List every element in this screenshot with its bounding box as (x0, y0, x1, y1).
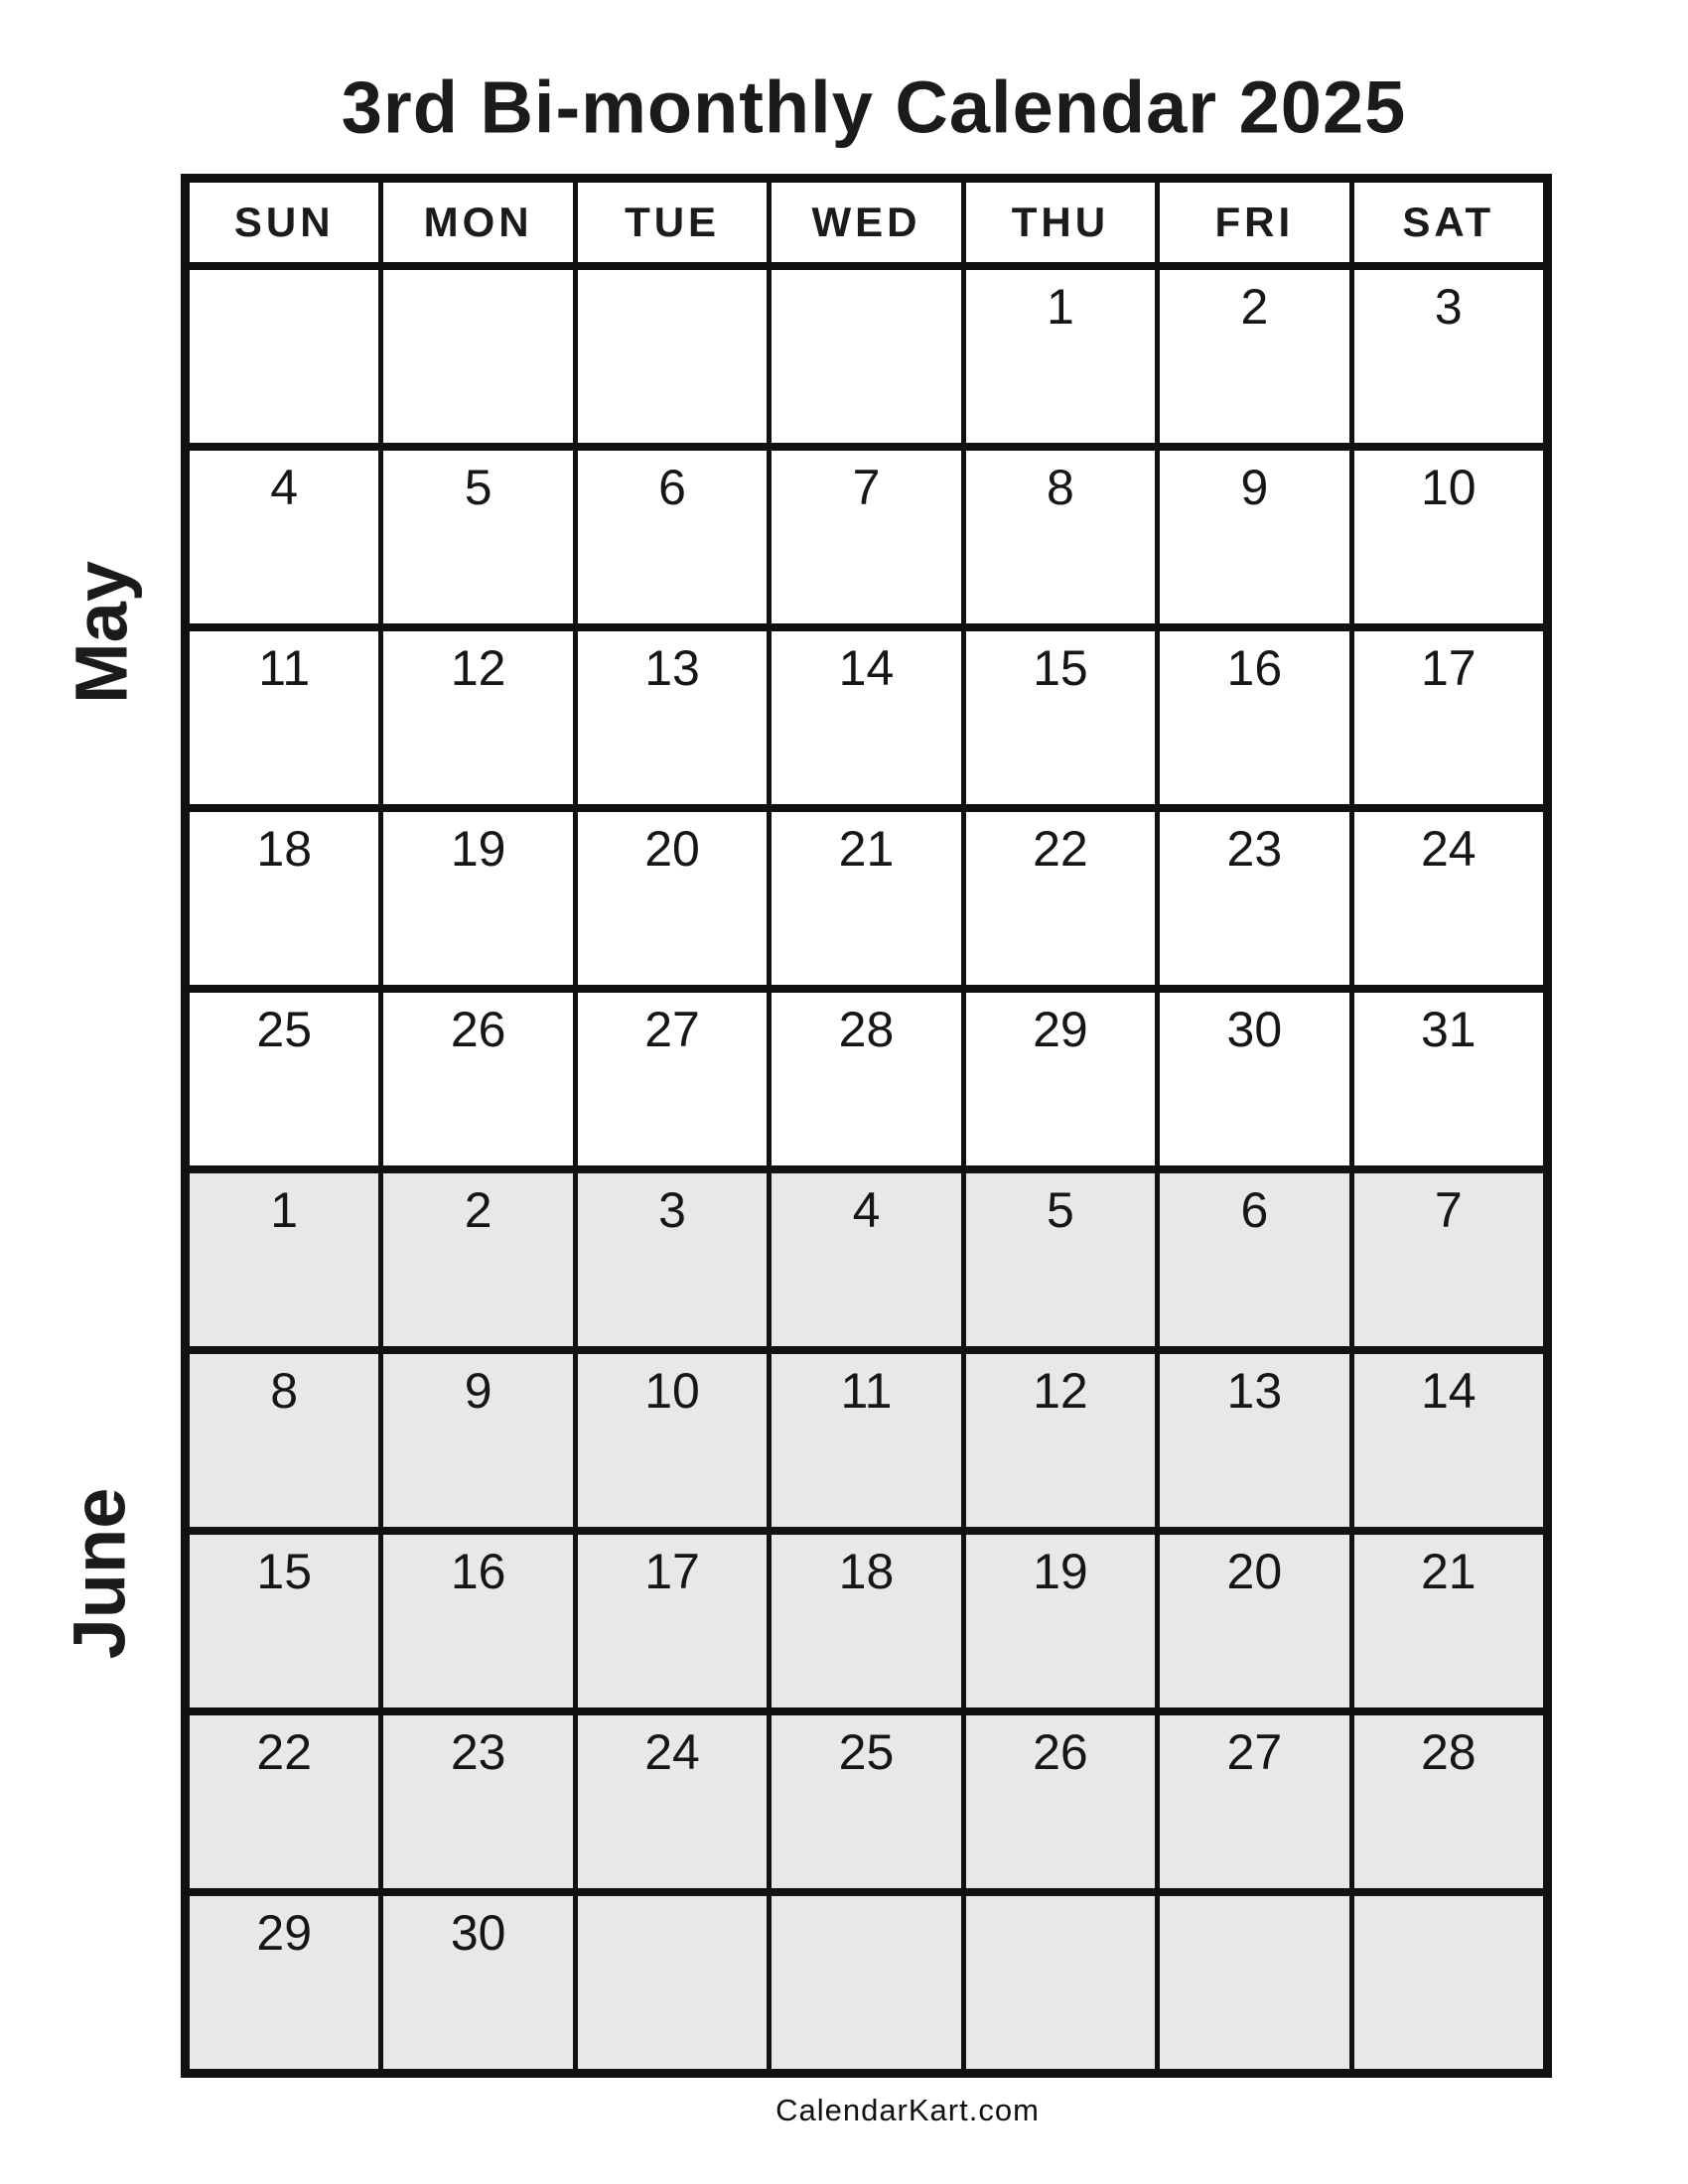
date-cell-june-1: 1 (190, 1173, 378, 1346)
weekday-header-sat: SAT (1354, 183, 1543, 262)
date-cell-june-29: 29 (190, 1896, 378, 2069)
date-cell-may-23: 23 (1160, 812, 1348, 985)
month-label-may: May (60, 561, 143, 704)
date-cell-june-18: 18 (772, 1535, 960, 1707)
date-cell-june-14: 14 (1354, 1354, 1543, 1527)
date-cell-may-17: 17 (1354, 631, 1543, 804)
date-cell-june-16: 16 (383, 1535, 572, 1707)
date-cell-may-30: 30 (1160, 993, 1348, 1165)
weekday-header-mon: MON (383, 183, 572, 262)
date-cell-june-21: 21 (1354, 1535, 1543, 1707)
date-cell-june-8: 8 (190, 1354, 378, 1527)
date-cell-june-19: 19 (966, 1535, 1155, 1707)
weekday-header-tue: TUE (578, 183, 767, 262)
date-cell-may-31: 31 (1354, 993, 1543, 1165)
date-cell-june-23: 23 (383, 1715, 572, 1888)
date-cell-may-21: 21 (772, 812, 960, 985)
page-title: 3rd Bi-monthly Calendar 2025 (341, 66, 1407, 149)
date-cell-may-20: 20 (578, 812, 767, 985)
date-cell-empty (578, 270, 767, 443)
date-cell-june-3: 3 (578, 1173, 767, 1346)
date-cell-may-5: 5 (383, 451, 572, 623)
date-cell-june-25: 25 (772, 1715, 960, 1888)
date-cell-may-8: 8 (966, 451, 1155, 623)
date-cell-empty (772, 1896, 960, 2069)
month-label-june: June (58, 1487, 141, 1660)
date-cell-may-18: 18 (190, 812, 378, 985)
date-cell-june-5: 5 (966, 1173, 1155, 1346)
date-cell-june-12: 12 (966, 1354, 1155, 1527)
date-cell-may-12: 12 (383, 631, 572, 804)
calendar-grid (181, 174, 1552, 2078)
date-cell-may-11: 11 (190, 631, 378, 804)
date-cell-may-29: 29 (966, 993, 1155, 1165)
date-cell-june-9: 9 (383, 1354, 572, 1527)
date-cell-may-15: 15 (966, 631, 1155, 804)
date-cell-empty (1354, 1896, 1543, 2069)
date-cell-june-7: 7 (1354, 1173, 1543, 1346)
date-cell-june-22: 22 (190, 1715, 378, 1888)
date-cell-june-24: 24 (578, 1715, 767, 1888)
footer-watermark: CalendarKart.com (775, 2093, 1040, 2127)
weekday-header-thu: THU (966, 183, 1155, 262)
date-cell-may-27: 27 (578, 993, 767, 1165)
date-cell-june-30: 30 (383, 1896, 572, 2069)
date-cell-empty (966, 1896, 1155, 2069)
date-cell-empty (1160, 1896, 1348, 2069)
date-cell-may-16: 16 (1160, 631, 1348, 804)
date-cell-empty (772, 270, 960, 443)
weekday-header-fri: FRI (1160, 183, 1348, 262)
date-cell-june-6: 6 (1160, 1173, 1348, 1346)
weekday-header-wed: WED (772, 183, 960, 262)
date-cell-may-13: 13 (578, 631, 767, 804)
date-cell-may-26: 26 (383, 993, 572, 1165)
date-cell-june-13: 13 (1160, 1354, 1348, 1527)
date-cell-may-9: 9 (1160, 451, 1348, 623)
date-cell-may-24: 24 (1354, 812, 1543, 985)
date-cell-june-17: 17 (578, 1535, 767, 1707)
date-cell-june-26: 26 (966, 1715, 1155, 1888)
weekday-header-sun: SUN (190, 183, 378, 262)
date-cell-empty (578, 1896, 767, 2069)
date-cell-june-4: 4 (772, 1173, 960, 1346)
date-cell-may-14: 14 (772, 631, 960, 804)
date-cell-june-11: 11 (772, 1354, 960, 1527)
date-cell-may-10: 10 (1354, 451, 1543, 623)
date-cell-empty (190, 270, 378, 443)
date-cell-may-6: 6 (578, 451, 767, 623)
date-cell-may-2: 2 (1160, 270, 1348, 443)
date-cell-june-27: 27 (1160, 1715, 1348, 1888)
date-cell-june-28: 28 (1354, 1715, 1543, 1888)
date-cell-may-1: 1 (966, 270, 1155, 443)
date-cell-may-22: 22 (966, 812, 1155, 985)
date-cell-may-7: 7 (772, 451, 960, 623)
date-cell-may-19: 19 (383, 812, 572, 985)
date-cell-june-10: 10 (578, 1354, 767, 1527)
date-cell-may-3: 3 (1354, 270, 1543, 443)
date-cell-may-4: 4 (190, 451, 378, 623)
date-cell-june-2: 2 (383, 1173, 572, 1346)
date-cell-june-20: 20 (1160, 1535, 1348, 1707)
date-cell-june-15: 15 (190, 1535, 378, 1707)
date-cell-may-25: 25 (190, 993, 378, 1165)
date-cell-empty (383, 270, 572, 443)
date-cell-may-28: 28 (772, 993, 960, 1165)
